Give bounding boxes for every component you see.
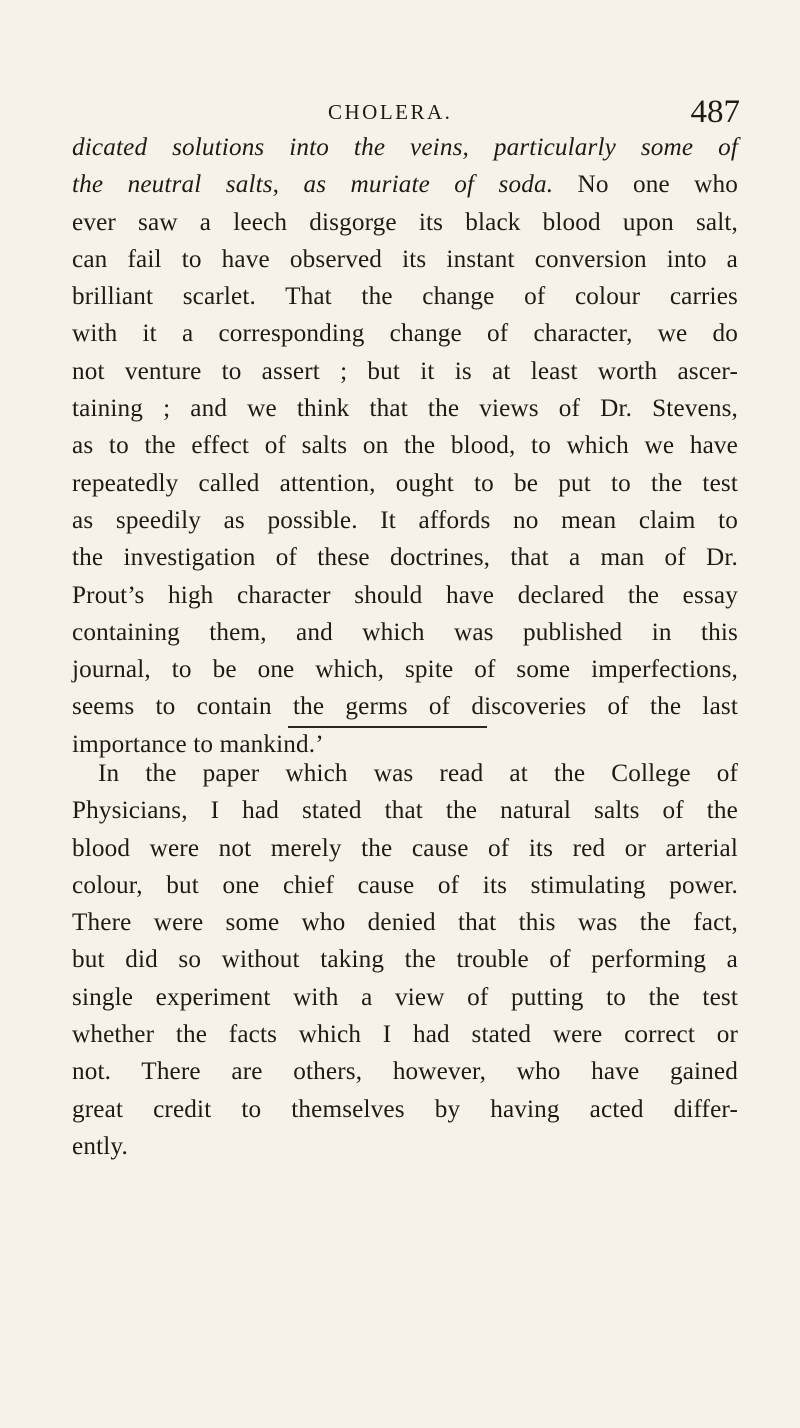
text-line: not. There are others, however, who have gained xyxy=(72,1058,738,1086)
text-line: colour, but one chief cause of its stimulating power. xyxy=(72,871,738,899)
text-line: ever saw a leech disgorge its black blood upon salt, xyxy=(72,208,738,236)
text-line: single experiment with a view of putting to the test xyxy=(72,983,738,1011)
text-line xyxy=(72,166,738,203)
text-line: blood were not merely the cause of its red or arterial xyxy=(72,834,738,862)
text-line: In the paper which was read at the College of xyxy=(98,760,738,787)
text-line: There were some who denied that this was the fact, xyxy=(72,909,738,937)
running-title: CHOLERA. xyxy=(328,100,453,124)
italic-phrase: dicated solutions into the veins, particularly some of xyxy=(72,134,738,161)
text-line: as to the effect of salts on the blood, to which we have xyxy=(72,432,738,460)
text-line: containing them, and which was published in this xyxy=(72,618,738,646)
text-line: as speedily as possible. It affords no mean claim to xyxy=(72,506,738,534)
text-line: with it a corresponding change of character, we do xyxy=(72,320,738,348)
text-line: brilliant scarlet. That the change of colour carries xyxy=(72,283,738,311)
text-span: No one who xyxy=(553,171,738,199)
text-line: not venture to assert ; but it is at least worth ascer- xyxy=(72,357,738,385)
text-line: ently. xyxy=(72,1132,128,1160)
text-line: but did so without taking the trouble of performing a xyxy=(72,946,738,974)
text-line: repeatedly called attention, ought to be put to the test xyxy=(72,469,738,497)
section-divider-rule xyxy=(288,726,487,728)
text-line: the investigation of these doctrines, that a man of Dr. xyxy=(72,544,738,572)
text-line: importance to mankind.’ xyxy=(72,730,324,758)
text-line: Physicians, I had stated that the natural salts of the xyxy=(72,797,738,825)
text-line: Prout’s high character should have declared the essay xyxy=(72,581,738,609)
text-line: whether the facts which I had stated were correct or xyxy=(72,1021,738,1049)
text-line: seems to contain the germs of discoveries of the last xyxy=(72,693,738,721)
paragraph xyxy=(72,755,738,1165)
text-line: can fail to have observed its instant conversion into a xyxy=(72,245,738,273)
text-line: taining ; and we think that the views of Dr. Stevens, xyxy=(72,395,738,423)
text-line: great credit to themselves by having acted differ- xyxy=(72,1095,738,1123)
text-line xyxy=(72,129,738,166)
page-number: 487 xyxy=(690,94,740,130)
text-line: journal, to be one which, spite of some imperfections, xyxy=(72,656,738,684)
italic-phrase: the neutral salts, as muriate of soda. xyxy=(72,171,554,199)
paragraph-continued xyxy=(72,129,738,763)
